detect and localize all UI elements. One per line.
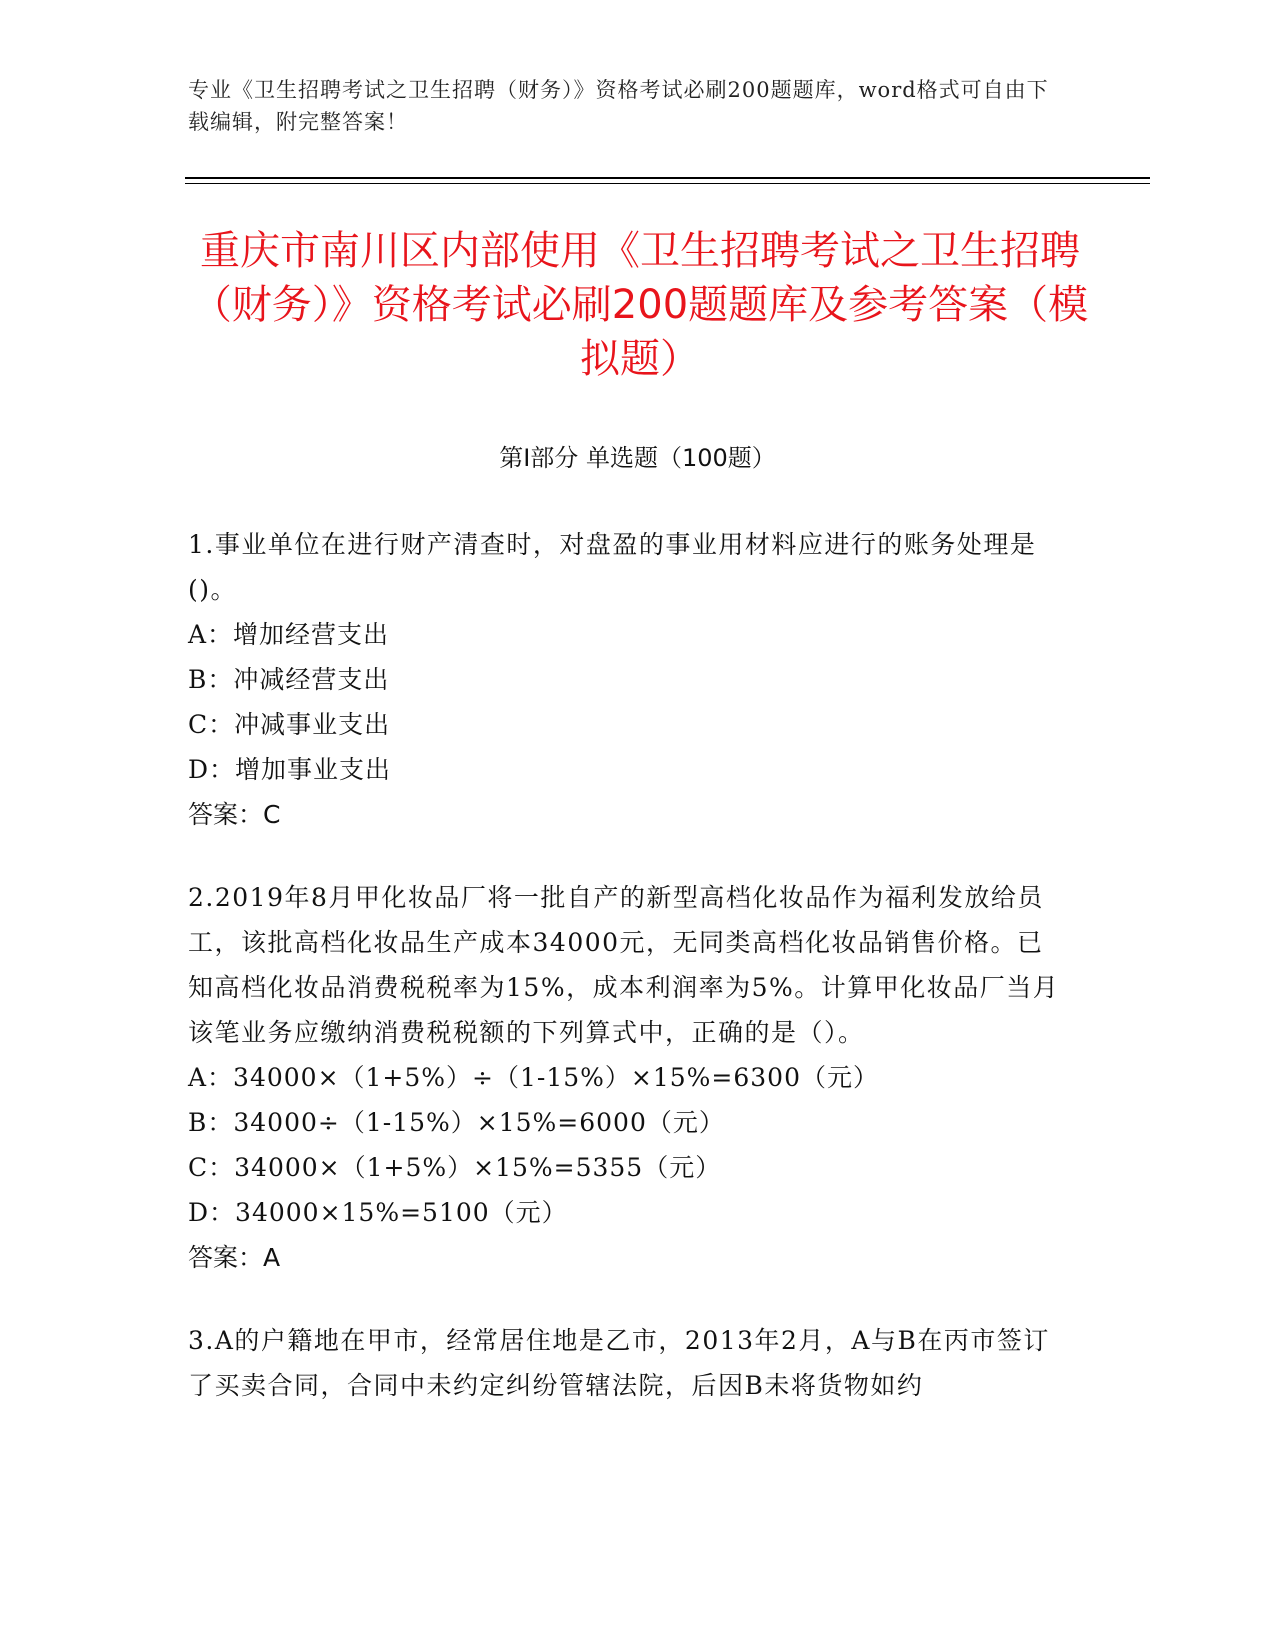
answer: 答案：C [188,800,281,829]
option-a: A：增加经营支出 [188,620,390,649]
option-d: D：增加事业支出 [188,755,392,784]
question-2 [188,875,1068,1280]
option-d: D：34000×15%=5100（元） [188,1198,568,1227]
header-rule-thin [185,183,1150,184]
document-title: 重庆市南川区内部使用《卫生招聘考试之卫生招聘（财务）》资格考试必刷200题题库及参考答案（模拟题） [191,228,1089,382]
answer: 答案：A [188,1243,281,1272]
question-stem: 3.A的户籍地在甲市，经常居住地是乙市，2013年2月，A与B在丙市签订了买卖合同，合同中未约定纠纷管辖法院，后因B未将货物如约 [188,1326,1050,1400]
question-stem: 2.2019年8月甲化妆品厂将一批自产的新型高档化妆品作为福利发放给员工，该批高档化妆品生产成本34000元，无同类高档化妆品销售价格。已知高档化妆品消费税税率为15%，成本利润率为5%。计算甲化妆品厂当月该笔业务应缴纳消费税税额的下列算式中，正确的是（）。 [188,883,1060,1047]
option-c: C：冲减事业支出 [188,710,391,739]
question-1 [188,522,1068,837]
question-list [188,522,1068,1446]
option-b: B：冲减经营支出 [188,665,390,694]
option-b: B：34000÷（1-15%）×15%=6000（元） [188,1108,725,1137]
option-c: C：34000×（1+5%）×15%=5355（元） [188,1153,722,1182]
question-stem: 1.事业单位在进行财产清查时，对盘盈的事业用材料应进行的账务处理是()。 [188,530,1037,604]
section-heading: 第Ⅰ部分 单选题（100题） [499,444,776,472]
header-note: 专业《卫生招聘考试之卫生招聘（财务）》资格考试必刷200题题库，word格式可自由下载编辑，附完整答案！ [188,78,1049,134]
option-a: A：34000×（1+5%）÷（1-15%）×15%=6300（元） [188,1063,879,1092]
header-rule-thick [185,177,1150,179]
question-3 [188,1318,1068,1408]
